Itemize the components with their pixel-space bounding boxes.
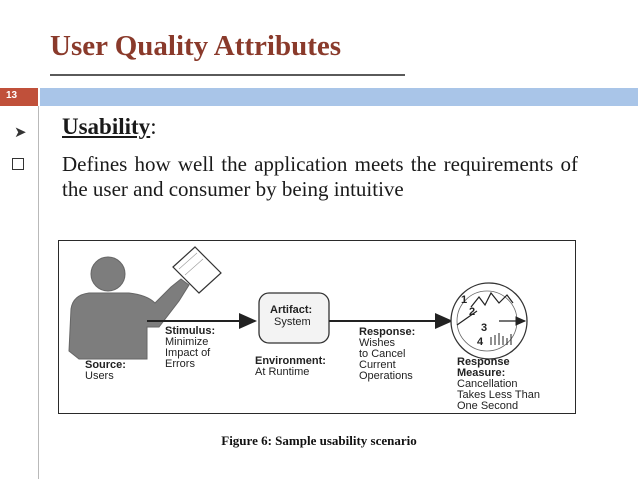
stimulus-line-3: Errors [165, 358, 195, 370]
slide-title: User Quality Attributes [50, 30, 342, 62]
source-value: Users [85, 370, 114, 382]
dial-number-3: 3 [481, 322, 488, 334]
measure-label-1: Response [457, 356, 510, 368]
response-line-1: Wishes [359, 337, 396, 349]
bullet-heading [62, 114, 157, 140]
measure-line-1: Cancellation [457, 378, 518, 390]
measure-line-2: Takes Less Than [457, 389, 540, 401]
square-bullet-icon [12, 158, 24, 170]
stimulus-label: Stimulus: [165, 325, 216, 337]
artifact-value: System [274, 316, 311, 328]
title-underline [50, 74, 405, 76]
stimulus-line-1: Minimize [165, 336, 209, 348]
environment-label: Environment: [255, 355, 326, 367]
heading-colon: : [150, 114, 157, 139]
response-line-3: Current [359, 359, 396, 371]
response-line-4: Operations [359, 370, 413, 382]
figure-caption: Figure 6: Sample usability scenario [221, 433, 417, 448]
source-label: Source: [85, 359, 126, 371]
dial-number-4: 4 [477, 336, 484, 348]
scenario-diagram [59, 241, 575, 413]
measure-label-2: Measure: [457, 367, 506, 379]
slide-number: 13 [6, 90, 18, 101]
environment-value: At Runtime [255, 366, 310, 378]
response-label: Response: [359, 326, 416, 338]
dial-number-1: 1 [461, 294, 468, 306]
usability-scenario-figure [58, 240, 576, 414]
left-divider [38, 106, 39, 479]
heading-text: Usability [62, 114, 151, 139]
header-stripe [40, 88, 638, 106]
stimulus-line-2: Impact of [165, 347, 211, 359]
artifact-label: Artifact: [270, 304, 313, 316]
arrow-bullet-icon: ➤ [14, 125, 27, 141]
measure-line-3: One Second [457, 400, 519, 412]
response-line-2: to Cancel [359, 348, 406, 360]
bullet-body: Defines how well the application meets the requirements of the user and consumer by being intuitive [62, 152, 578, 201]
dial-number-2: 2 [469, 306, 476, 318]
